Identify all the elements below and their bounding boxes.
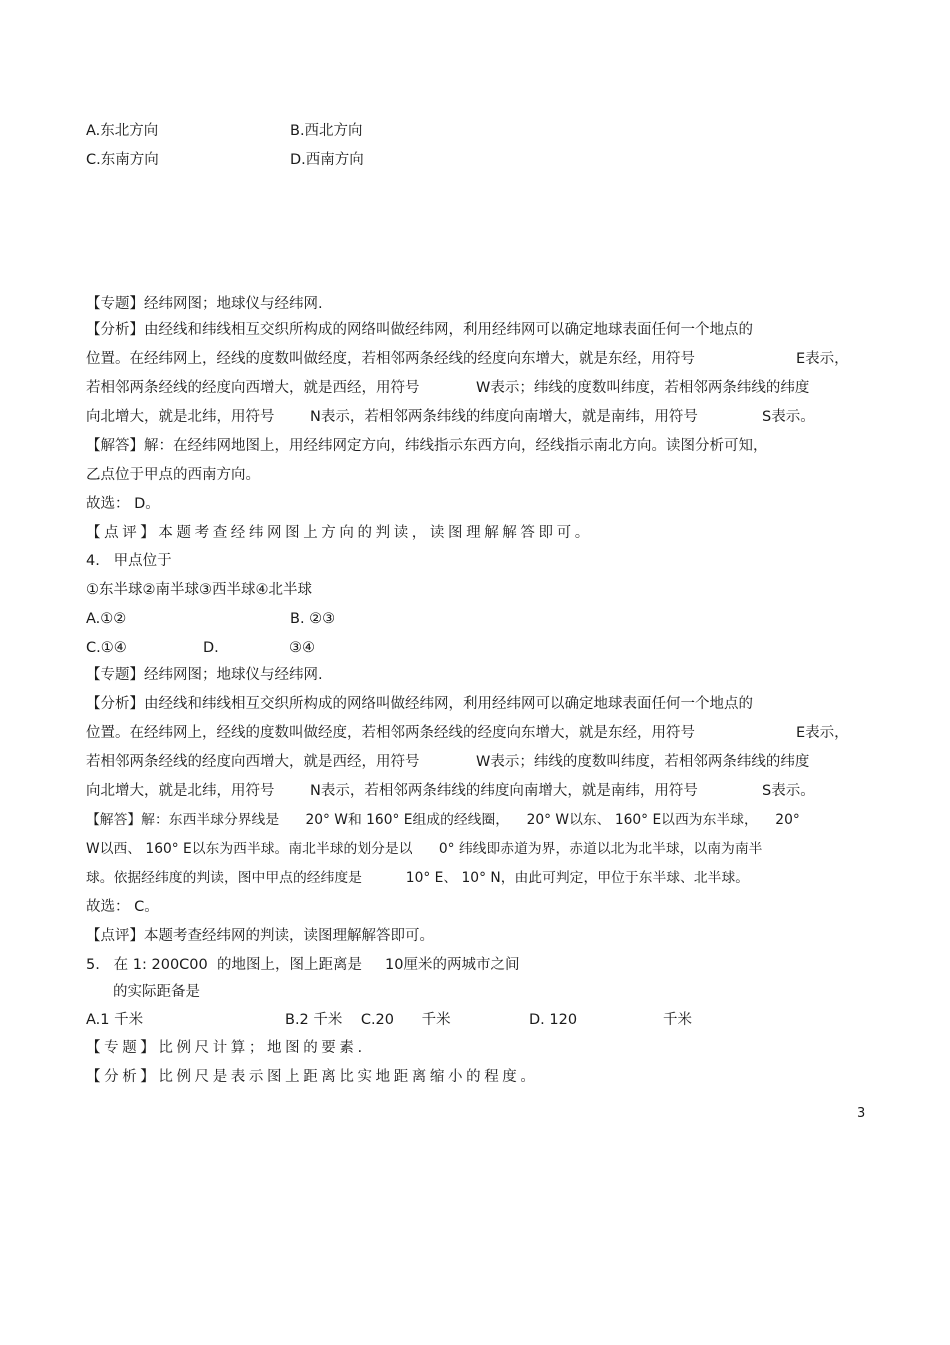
q5-stem: 5. 在 1: 200C00 的地图上，图上距离是 10厘米的两城市之间 <box>86 957 520 973</box>
q4-choice: 故选： C。 <box>86 899 159 915</box>
q3-analysis-line: 向北增大，就是北纬，用符号 <box>86 409 275 425</box>
option-c: C.东南方向 <box>86 152 159 168</box>
q5-option-a: A.1 千米 <box>86 1012 144 1028</box>
q4-analysis-line: 【分析】由经线和纬线相互交织所构成的网络叫做经纬网，利用经纬网可以确定地球表面任何一个地点的 <box>86 696 753 712</box>
q5-stem-cont: 的实际距备是 <box>113 984 200 1000</box>
q3-analysis-line: S表示。 <box>762 409 815 425</box>
q4-comment: 【点评】本题考查经纬网的判读，读图理解解答即可。 <box>86 928 434 944</box>
q3-choice: 故选： D。 <box>86 496 160 512</box>
q4-option-a: A.①② <box>86 611 127 627</box>
q3-analysis-line: E表示， <box>796 351 849 367</box>
q3-analysis-line: 位置。在经纬网上，经线的度数叫做经度，若相邻两条经线的经度向东增大，就是东经，用符号 <box>86 351 695 367</box>
option-b: B.西北方向 <box>290 123 363 139</box>
q3-analysis-line: N表示，若相邻两条纬线的纬度向南增大，就是南纬，用符号 <box>310 409 698 425</box>
page-number: 3 <box>857 1106 866 1121</box>
q4-analysis-line: E表示， <box>796 725 849 741</box>
q4-option-c: C.①④ <box>86 640 127 656</box>
q4-answer-line: 球。依据经纬度的判读，图中甲点的经纬度是 10° E、 10° N，由此可判定，甲位于东半球、北半球。 <box>86 870 750 886</box>
q5-option-bc: B.2 千米 C.20 千米 <box>285 1012 451 1028</box>
q4-items: ①东半球②南半球③西半球④北半球 <box>86 582 312 598</box>
q4-analysis-line: N表示，若相邻两条纬线的纬度向南增大，就是南纬，用符号 <box>310 783 698 799</box>
q5-option-d: D. 120 <box>529 1012 578 1028</box>
q3-answer-line: 乙点位于甲点的西南方向。 <box>86 467 260 483</box>
q5-option-d-unit: 千米 <box>663 1012 692 1028</box>
q3-comment: 【点评】本题考查经纬网图上方向的判读，读图理解解答即可。 <box>86 525 593 541</box>
q4-analysis-line: 位置。在经纬网上，经线的度数叫做经度，若相邻两条经线的经度向东增大，就是东经，用符号 <box>86 725 695 741</box>
option-d: D.西南方向 <box>290 152 364 168</box>
q3-answer-line: 【解答】解：在经纬网地图上，用经纬网定方向，纬线指示东西方向，经线指示南北方向。读图分析可知， <box>86 438 768 454</box>
q3-analysis-line: 若相邻两条经线的经度向西增大，就是西经，用符号 <box>86 380 420 396</box>
q4-answer-line: 【解答】解：东西半球分界线是 20° W和 160° E组成的经线圈， 20° W以东、 160° E以西为东半球， 20° <box>86 812 800 828</box>
q4-option-d-value: ③④ <box>289 640 315 656</box>
q4-stem: 4. 甲点位于 <box>86 553 172 569</box>
q4-option-d-label: D. <box>203 640 219 656</box>
q3-analysis-line: W表示；纬线的度数叫纬度，若相邻两条纬线的纬度 <box>476 380 810 396</box>
q4-analysis-line: W表示；纬线的度数叫纬度，若相邻两条纬线的纬度 <box>476 754 810 770</box>
q4-answer-line: W以西、 160° E以东为西半球。南北半球的划分是以 0° 纬线即赤道为界，赤道以北为北半球，以南为南半 <box>86 841 763 857</box>
q3-analysis-line: 【分析】由经线和纬线相互交织所构成的网络叫做经纬网，利用经纬网可以确定地球表面任何一个地点的 <box>86 322 753 338</box>
q4-topic: 【专题】经纬网图；地球仪与经纬网. <box>86 667 323 683</box>
option-a: A.东北方向 <box>86 123 159 139</box>
q5-analysis: 【分析】比例尺是表示图上距离比实地距离缩小的程度。 <box>86 1069 539 1085</box>
q3-topic: 【专题】经纬网图；地球仪与经纬网. <box>86 296 323 312</box>
q4-analysis-line: S表示。 <box>762 783 815 799</box>
q5-topic: 【专题】比例尺计算；地图的要素. <box>86 1040 366 1056</box>
q4-analysis-line: 若相邻两条经线的经度向西增大，就是西经，用符号 <box>86 754 420 770</box>
q4-option-b: B. ②③ <box>290 611 336 627</box>
q4-analysis-line: 向北增大，就是北纬，用符号 <box>86 783 275 799</box>
